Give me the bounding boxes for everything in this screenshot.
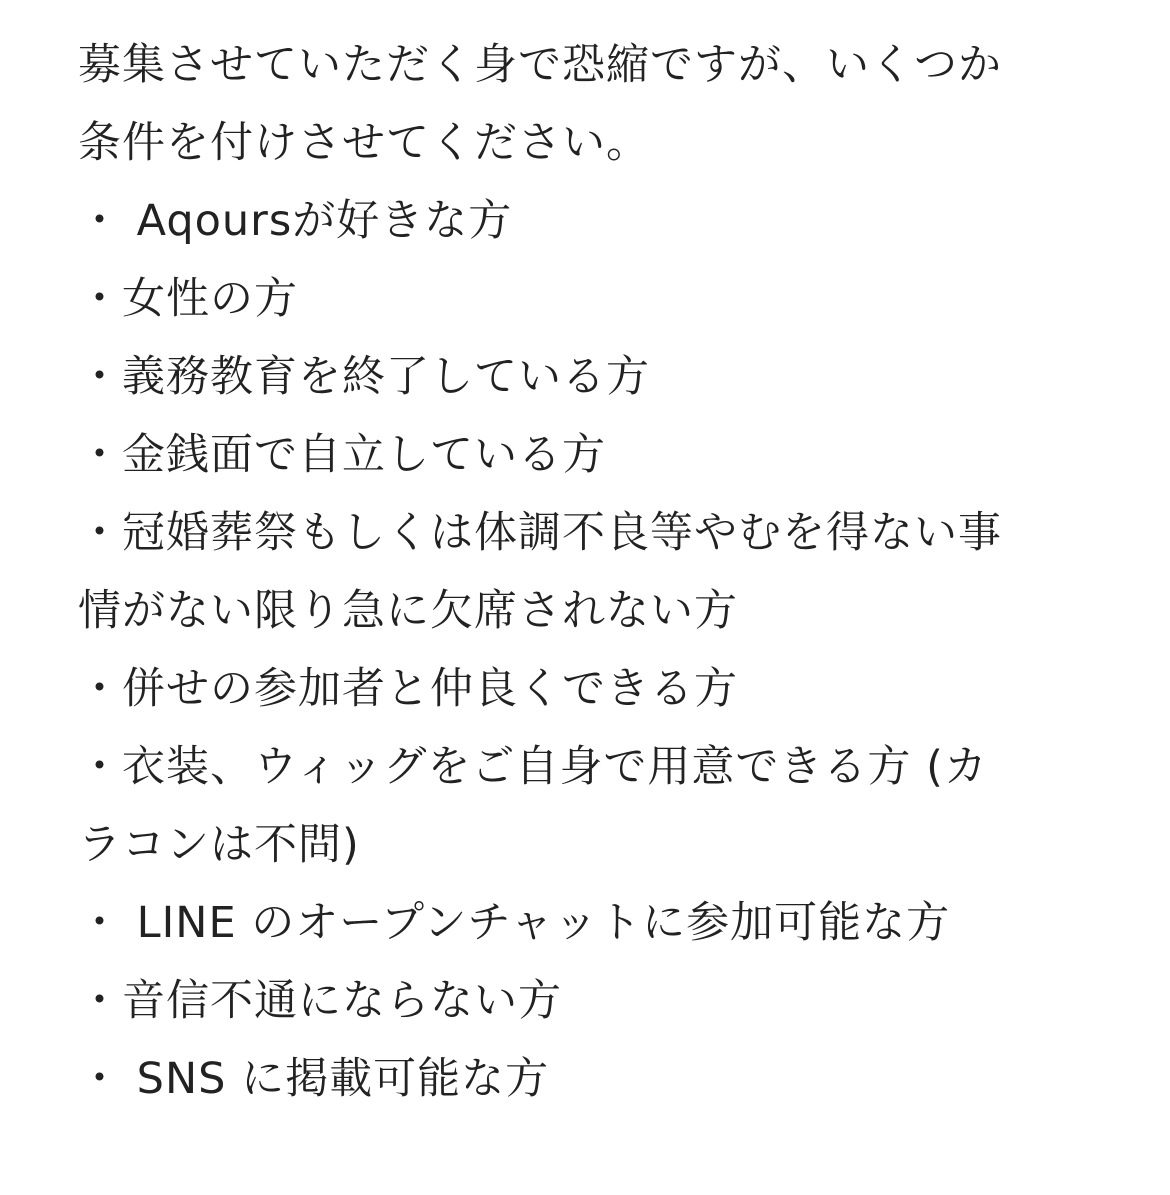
condition-no-absence-line-2: 情がない限り急に欠席されない方 bbox=[78, 586, 738, 636]
note-text-block bbox=[78, 26, 1108, 1118]
condition-own-costume-line-1: ・衣装、ウィッグをご自身で用意できる方 (カ bbox=[78, 742, 988, 792]
condition-own-costume-line-2: ラコンは不問) bbox=[78, 820, 360, 870]
condition-get-along: ・併せの参加者と仲良くできる方 bbox=[78, 664, 738, 714]
intro-line-2: 条件を付けさせてください。 bbox=[78, 118, 650, 168]
condition-no-absence-line-1: ・冠婚葬祭もしくは体調不良等やむを得ない事 bbox=[78, 508, 1002, 558]
condition-aqours-fan: ・ Aqoursが好きな方 bbox=[78, 196, 513, 246]
condition-stay-in-contact: ・音信不通にならない方 bbox=[78, 976, 562, 1026]
condition-sns-posting: ・ SNS に掲載可能な方 bbox=[78, 1054, 550, 1104]
intro-line-1: 募集させていただく身で恐縮ですが、いくつか bbox=[78, 40, 1002, 90]
condition-line-openchat: ・ LINE のオープンチャットに参加可能な方 bbox=[78, 898, 951, 948]
condition-female: ・女性の方 bbox=[78, 274, 298, 324]
condition-compulsory-education: ・義務教育を終了している方 bbox=[78, 352, 650, 402]
condition-financially-independent: ・金銭面で自立している方 bbox=[78, 430, 606, 480]
